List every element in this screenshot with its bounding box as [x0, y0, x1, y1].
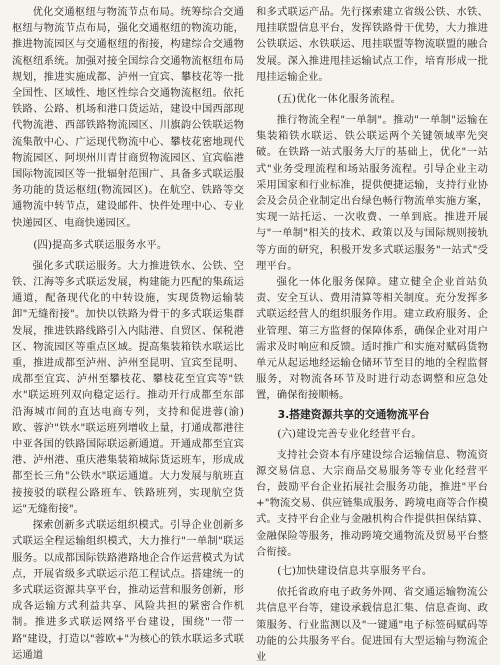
paragraph: 支持社会资本有序建设综合运输信息、物流资源交易信息、大宗商品交易服务等专业化经营平台，鼓励平台企业拓展社会服务功能，推进"平台+"物流交易、供应链集成服务、跨境电商等合作模式。支持平台企业与金融机构合作提供担保结算、金融保险等服务，推动跨境交通物流及贸易平台整合衔接。	[256, 448, 488, 558]
section-heading	[256, 407, 488, 423]
paragraph: 探索创新多式联运组织模式。引导企业创新多式联运全程运输组织模式，大力推行"一单制"联运服务。以成都国际铁路港路地企合作运营模式为试点，开展省级多式联运示范工程试点。搭建统一的多式联运资源共享平台，推动运营和服务创新，形成各运输方式利益共享、风险共担的紧密合作机制。推进多式联运网络平台建设，围绕"一带一路"建设，打造以"蓉欧+"为核心的铁水联运多式联运通道	[12, 519, 244, 661]
heading-text: 加快建设信息共享服务平台。	[296, 566, 433, 578]
heading-number: (七)	[277, 565, 297, 578]
heading-number: (四)	[33, 238, 53, 251]
paragraph: 推行物流全程"一单制"。推动"一单制"运输在集装箱铁水联运、铁公联运两个关键领域率先突破。在铁路一站式服务大厅的基础上，优化"一站式"业务受理流程和场站服务流程。引导企业主动采用国家和行业标准，提供便捷运输，支持行业协会及会员企业制定出台绿色畅行物流单实施方案，实现一站托运、一次收费、一单到底。推进开展与"一单制"相关的技术、政策以及与国际规则接轨等方面的研究，积极开发多式联运服务"一站式"受理平台。	[256, 114, 488, 272]
paragraph: 优化交通枢纽与物流节点布局。统筹综合交通枢纽与物流节点布局，强化交通枢纽的物流功能，推进物流园区与交通枢纽的衔接，构建综合交通物流枢纽系统。加强对接全国综合交通物流枢纽布局规划，推进实施成都、泸州一宜宾、攀枝花等一批全国性、区域性、地区性综合交通物流枢纽。依托铁路、公路、机场和港口货运站，建设中国西部现代物流港、西部铁路物流园区、川旗韵公铁联运物流集散中心、广运现代物流中心、攀枝花密地现代物流园区、阿坝州川青甘商贸物流园区、宜宾临港国际物流园区等一批辐射范围广、具备多式联运服务功能的货运枢纽(物流园区)。在航空、铁路等交通物流中转节点，建设邮件、快件处理中心、专业快递园区、电商快递园区。	[12, 6, 244, 229]
left-column	[12, 4, 244, 661]
heading-number: (五)	[277, 93, 297, 106]
right-column	[256, 4, 488, 663]
heading-text: 提高多式联运服务水平。	[52, 239, 168, 251]
subsection-heading	[256, 426, 488, 443]
subsection-heading	[256, 91, 488, 108]
heading-text: 建设完善专业化经营平台。	[296, 428, 422, 440]
paragraph: 强化多式联运服务。大力推进铁水、公铁、空铁、江海等多式联运发展，构建能力匹配的集疏运通道，配备现代化的中转设施，实现货物运输装卸"无缝衔接"。加快以铁路为骨干的多式联运集群发展，推进铁路线路引入内陆港、自贸区、保税港区、物流园区等重点区域。提高集装箱铁水联运比重，推进成都至泸州、泸州至昆明、宜宾至昆明、成都至宜宾、泸州至攀枝花、攀枝花至宜宾等"铁水"联运班列双向稳定运行。推动开行成都至东部沿海城市间的直达电商专列，支持和促进蓉(渝)欧、蓉沪"铁水"联运班列增收上量，打通成都港往中亚各国的铁路国际联运新通道。开通成都至宜宾港、泸州港、重庆港集装箱城际货运班车，形成成都至长三角"公铁水"联运通道。大力发展与航班直接接驳的联程公路班车、铁路班列，实现航空货运"无缝衔接"。	[12, 259, 244, 515]
paragraph: 强化一体化服务保障。建立健全企业首站负责、安全互认、费用清算等相关制度。充分发挥多式联运经营人的组织服务作用。建立政府服务、企业管理、第三方监督的保障体系，确保企业对用户需求及时响应和反馈。适时推广和实施对赋码货物单元从起运地经运输仓储环节至目的地的全程监督服务，对物流各环节及时进行动态调整和应急处置，确保衔接顺畅。	[256, 276, 488, 402]
paragraph: 和多式联运产品。先行探索建立省级公铁、水铁、甩挂联盟信息平台，发挥铁路骨干优势，大力推进公铁联运、水铁联运、甩挂联盟等物流联盟的融合发展。深入推进甩挂运输试点工作，培育形成一批甩挂运输企业。	[256, 6, 488, 83]
paragraph: 依托省政府电子政务外网、省交通运输物流公共信息平台等，建设承载信息汇集、信息查询、政策服务、行业监测以及"一键通"电子标签码赋码等功能的公共服务平台。促进国有大型运输与物流企业	[256, 586, 488, 663]
subsection-heading	[12, 237, 244, 254]
subsection-heading	[256, 563, 488, 580]
heading-text: 优化一体化服务流程。	[296, 94, 401, 106]
heading-number: (六)	[277, 427, 297, 440]
section-text: 搭建资源共享的交通物流平台	[289, 407, 430, 421]
section-number: 3.	[277, 407, 290, 421]
